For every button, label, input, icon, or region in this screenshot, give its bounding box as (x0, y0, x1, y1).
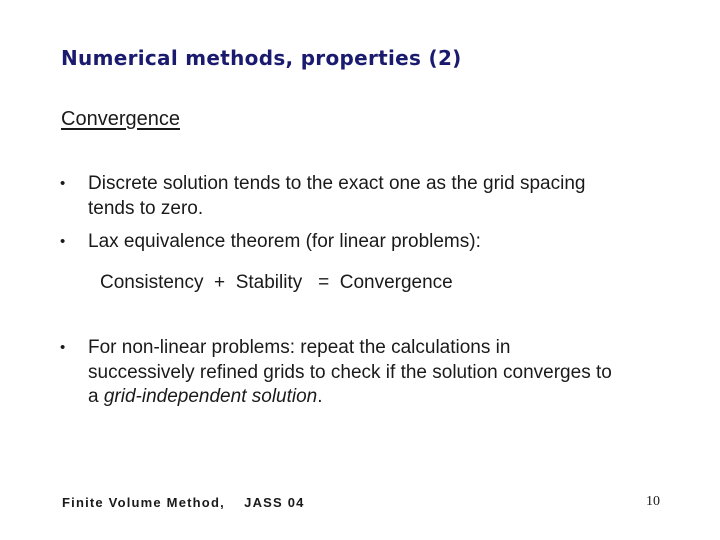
bullet-text-lead: For non-linear problems: repeat the calculations in successively refined grids to check if the solution converges to a (88, 337, 612, 407)
footer-caption (62, 495, 305, 510)
lax-equation: Consistency + Stability = Convergence (100, 272, 453, 293)
bullet-marker: • (60, 233, 66, 250)
footer-course: Finite Volume Method, (62, 495, 225, 510)
bullet-item (60, 172, 620, 221)
bullet-item (60, 230, 620, 255)
bullet-item (60, 336, 620, 410)
slide-title: Numerical methods, properties (2) (61, 46, 462, 70)
bullet-marker: • (60, 339, 66, 356)
bullet-text: Lax equivalence theorem (for linear problems): (88, 231, 481, 252)
bullet-text: Discrete solution tends to the exact one as the grid spacing tends to zero. (88, 173, 586, 219)
section-heading: Convergence (61, 108, 180, 130)
emphasized-term: grid-independent solution (103, 386, 318, 407)
bullet-text (88, 336, 620, 410)
footer-event: JASS 04 (244, 495, 305, 510)
bullet-text-end: . (317, 386, 323, 407)
bullet-marker: • (60, 175, 66, 192)
page-number: 10 (646, 494, 660, 509)
